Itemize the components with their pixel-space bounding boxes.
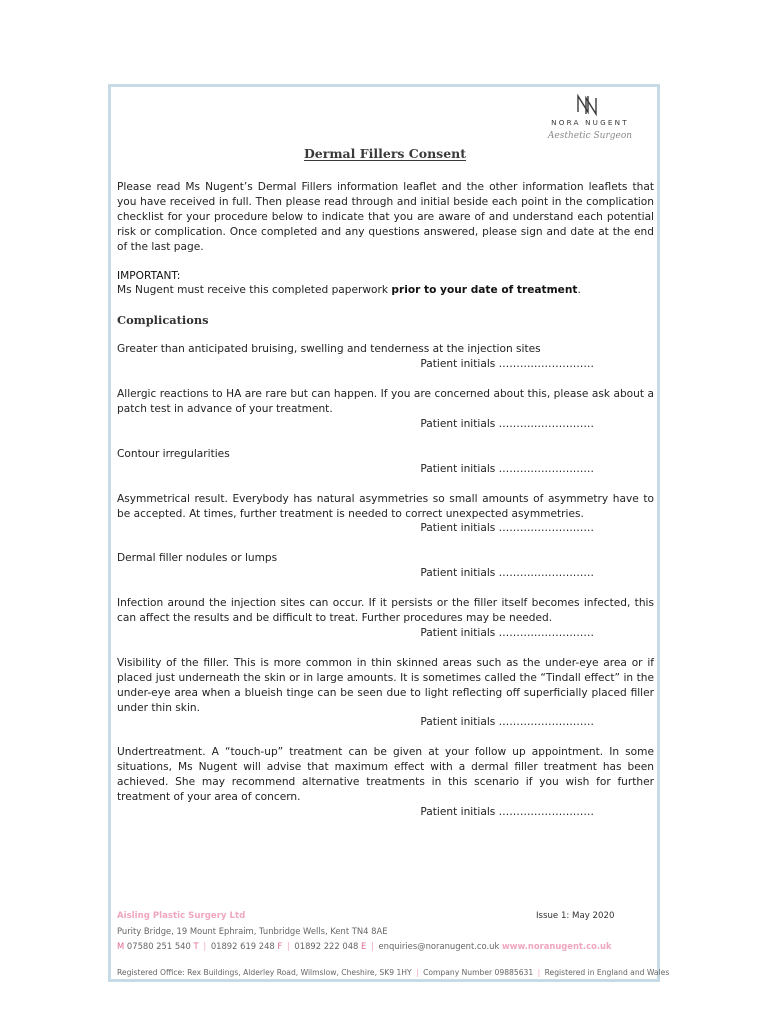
complications-heading: Complications: [117, 313, 209, 328]
footer-registered-line: Registered Office: Rex Buildings, Alderley Road, Wilmslow, Cheshire, SK9 1HY | Company Number 09885631 | Registered in England and Wales: [117, 968, 670, 977]
patient-initials-field[interactable]: Patient initials ………………………: [420, 567, 594, 580]
complication-item: [117, 596, 654, 641]
important-text-start: Ms Nugent must receive this completed paperwork: [117, 284, 392, 297]
mobile-number: 07580 251 540: [126, 941, 191, 951]
intro-paragraph: Please read Ms Nugent’s Dermal Fillers information leaflet and the other information leaflets that you have received in full. Then please read through and initial beside each point in the complication checklist for your procedure below to indicate that you are aware of and understand each potential risk or complication. Once completed and any questions answered, please sign and date at the end of the last page.: [117, 181, 654, 253]
complication-item: [117, 656, 654, 731]
email-label: E: [361, 941, 367, 951]
registered-in: Registered in England and Wales: [544, 968, 670, 977]
patient-initials-field[interactable]: Patient initials ………………………: [420, 417, 594, 430]
complication-text: Dermal filler nodules or lumps: [117, 552, 278, 565]
complication-item: [117, 342, 654, 372]
tel-number: 01892 619 248: [210, 941, 275, 951]
complication-item: [117, 447, 654, 477]
document-title: Dermal Fillers Consent: [303, 146, 467, 161]
important-text-end: .: [577, 284, 581, 297]
website-link[interactable]: www.noranugent.co.uk: [502, 941, 612, 951]
document-body: [117, 180, 654, 835]
complication-item: [117, 387, 654, 432]
complication-text: Allergic reactions to HA are rare but can happen. If you are concerned about this, please ask about a patch test in advance of your treatment.: [117, 388, 654, 415]
logo-graphic: [538, 92, 642, 148]
patient-initials-field[interactable]: Patient initials ………………………: [420, 806, 594, 818]
tel-label: T: [193, 941, 199, 951]
important-heading: IMPORTANT:: [117, 269, 181, 282]
patient-initials-field[interactable]: Patient initials ………………………: [420, 358, 594, 371]
patient-initials-field[interactable]: Patient initials ………………………: [420, 626, 594, 639]
complication-text: Infection around the injection sites can occur. If it persists or the filler itself becomes infected, this can affect the results and be difficult to treat. Further procedures may be needed.: [117, 597, 654, 625]
patient-initials-field[interactable]: Patient initials ………………………: [420, 716, 594, 729]
complication-text: Contour irregularities: [117, 447, 230, 460]
footer-company-name: Aisling Plastic Surgery Ltd: [117, 911, 246, 921]
logo-signature: Aesthetic Surgeon: [547, 131, 633, 141]
complication-item: [117, 745, 654, 820]
complication-text: Asymmetrical result. Everybody has natural asymmetries so small amounts of asymmetry have to be accepted. At times, further treatment is needed to correct unexpected asymmetries.: [117, 492, 654, 520]
important-text: [117, 283, 654, 298]
footer-issue-number: Issue 1: May 2020: [536, 911, 615, 921]
mobile-label: M: [117, 941, 125, 951]
footer-contact-line: M 07580 251 540 T | 01892 619 248 F | 01892 222 048 E | enquiries@noranugent.co.uk www.noranugent.co.uk: [117, 941, 612, 951]
company-number: Company Number 09885631: [423, 968, 534, 977]
complication-item: [117, 551, 654, 581]
email-address[interactable]: enquiries@noranugent.co.uk: [378, 941, 500, 951]
footer-address: Purity Bridge, 19 Mount Ephraim, Tunbridge Wells, Kent TN4 8AE: [117, 926, 388, 936]
important-emphasis: prior to your date of treatment: [391, 284, 578, 297]
logo-wordmark: NORA NUGENT: [551, 118, 629, 127]
fax-number: 01892 222 048: [294, 941, 359, 951]
registered-office: Registered Office: Rex Buildings, Alderley Road, Wilmslow, Cheshire, SK9 1HY: [117, 968, 412, 977]
complication-text: Visibility of the filler. This is more common in thin skinned areas such as the under-eye area or if placed just underneath the skin or in large amounts. It is sometimes called the “Tindall effect” in the under-eye area when a blueish tinge can be seen due to light reflecting off superficially placed filler under thin skin.: [117, 656, 654, 714]
patient-initials-field[interactable]: Patient initials ………………………: [420, 522, 594, 535]
nora-nugent-logo: [538, 92, 642, 148]
fax-label: F: [277, 941, 283, 951]
complication-text: Greater than anticipated bruising, swelling and tenderness at the injection sites: [117, 343, 541, 356]
complication-item: [117, 492, 654, 537]
complication-text: Undertreatment. A “touch-up” treatment can be given at your follow up appointment. In some situations, Ms Nugent will advise that maximum effect with a dermal filler treatment has been achieved. She may recommend alternative treatments in this scenario if you wish for further treatment of your area of concern.: [117, 746, 654, 804]
patient-initials-field[interactable]: Patient initials ………………………: [420, 462, 594, 475]
